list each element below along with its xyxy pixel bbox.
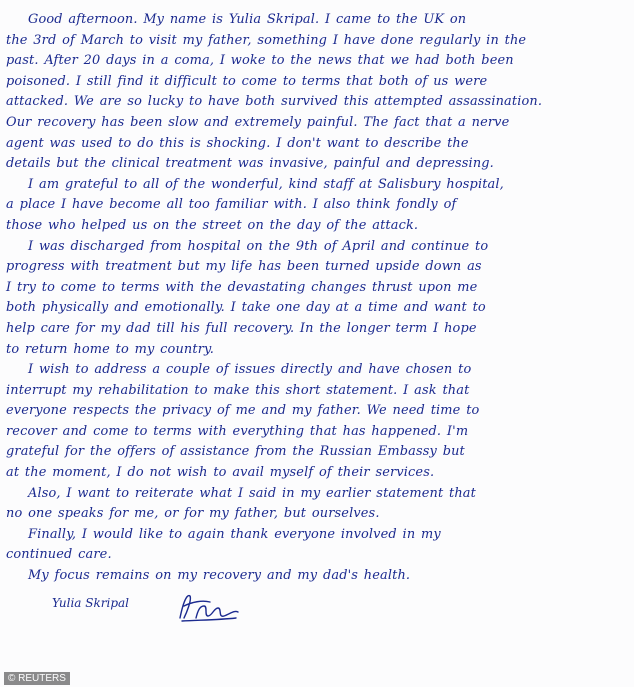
letter-line: recover and come to terms with everything that has happened. I'm [6,423,469,439]
letter-line: I am grateful to all of the wonderful, kind staff at Salisbury hospital, [28,176,504,192]
letter-line: Also, I want to reiterate what I said in my earlier statement that [28,485,476,501]
letter-line: the 3rd of March to visit my father, something I have done regularly in the [6,32,527,48]
letter-line: no one speaks for me, or for my father, but ourselves. [6,506,380,522]
letter-line: those who helped us on the street on the day of the attack. [6,217,419,233]
letter-line: details but the clinical treatment was invasive, painful and depressing. [6,156,494,172]
reuters-credit: © REUTERS [4,672,70,685]
letter-line: poisoned. I still find it difficult to come to terms that both of us were [6,73,488,89]
letter-line: continued care. [6,547,112,563]
letter-line: at the moment, I do not wish to avail myself of their services. [6,465,435,481]
letter-line: I try to come to terms with the devastating changes thrust upon me [6,279,478,295]
letter-line: a place I have become all too familiar with. I also think fondly of [6,197,457,213]
letter-line: attacked. We are so lucky to have both survived this attempted assassination. [6,94,543,110]
letter-line: interrupt my rehabilitation to make this short statement. I ask that [6,382,470,398]
signature-name: Yulia Skripal [52,596,129,610]
letter-line: Our recovery has been slow and extremely painful. The fact that a nerve [6,114,510,130]
letter-line: grateful for the offers of assistance from the Russian Embassy but [6,444,465,460]
letter-line: Good afternoon. My name is Yulia Skripal. I came to the UK on [28,12,467,27]
letter-line: to return home to my country. [6,341,214,357]
letter-line: past. After 20 days in a coma, I woke to the news that we had both been [6,53,514,69]
handwritten-signature [174,588,244,626]
letter-line: I wish to address a couple of issues directly and have chosen to [28,362,472,378]
signature-block [52,588,352,628]
letter-body [6,10,628,587]
letter-line: I was discharged from hospital on the 9th of April and continue to [28,238,489,254]
letter-line: agent was used to do this is shocking. I don't want to describe the [6,135,469,151]
letter-line: My focus remains on my recovery and my dad's health. [28,568,411,584]
letter-line: everyone respects the privacy of me and my father. We need time to [6,403,480,419]
letter-line: progress with treatment but my life has been turned upside down as [6,259,482,275]
letter-line: Finally, I would like to again thank everyone involved in my [28,526,441,542]
letter-line: both physically and emotionally. I take one day at a time and want to [6,300,486,316]
letter-line: help care for my dad till his full recovery. In the longer term I hope [6,320,477,336]
